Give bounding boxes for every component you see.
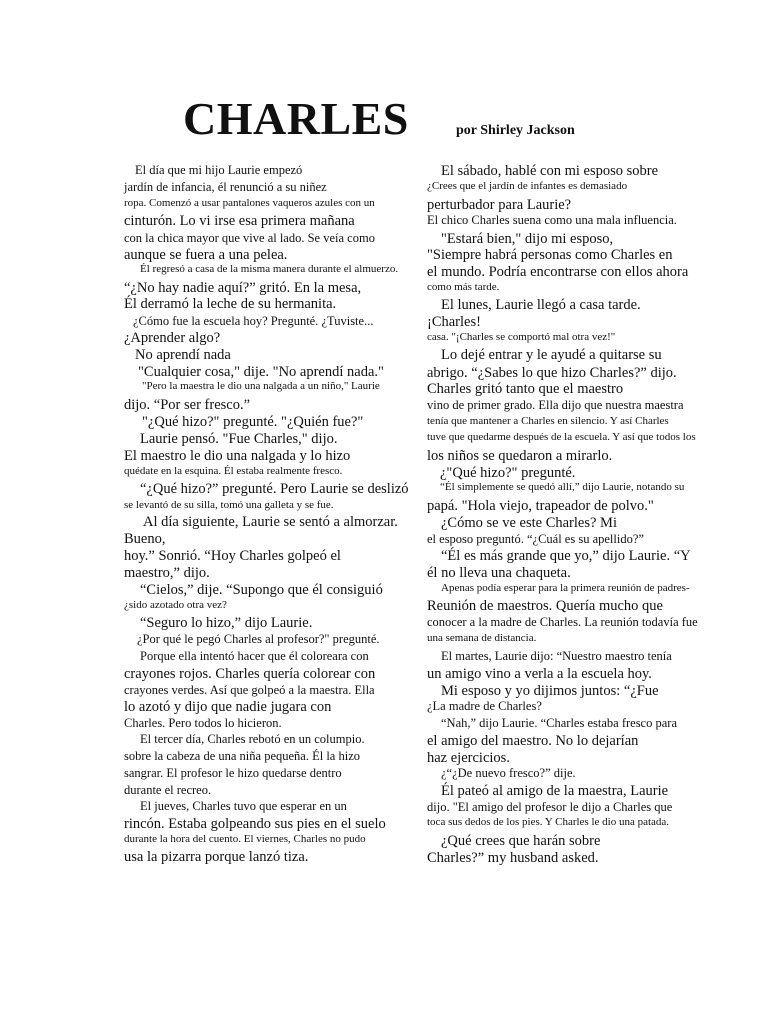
right-text-line: ¿La madre de Charles? — [427, 699, 542, 713]
right-text-line: Lo dejé entrar y le ayudé a quitarse su — [441, 347, 662, 363]
right-text-line: Charles gritó tanto que el maestro — [427, 381, 624, 397]
right-text-line: el esposo preguntó. “¿Cuál es su apellido?” — [427, 532, 644, 546]
right-text-line: ¿Qué crees que harán sobre — [441, 833, 601, 849]
right-text-line: Él pateó al amigo de la maestra, Laurie — [441, 783, 669, 799]
left-text-line: crayones rojos. Charles quería colorear con — [124, 666, 376, 682]
left-text-line: usa la pizarra porque lanzó tiza. — [124, 849, 309, 865]
left-text-line: ¿sido azotado otra vez? — [124, 599, 227, 611]
right-text-line: ¿Cómo se ve este Charles? Mi — [441, 515, 617, 531]
left-text-line: durante la hora del cuento. El viernes, Charles no pudo — [124, 833, 366, 845]
left-text-line: Él regresó a casa de la misma manera durante el almuerzo. — [140, 263, 399, 275]
right-text-line: el amigo del maestro. No lo dejarían — [427, 733, 639, 749]
right-text-line: los niños se quedaron a mirarlo. — [427, 448, 613, 464]
left-text-line: lo azotó y dijo que nadie jugara con — [124, 699, 332, 715]
left-text-line: cinturón. Lo vi irse esa primera mañana — [124, 213, 355, 229]
right-text-line: Mi esposo y yo dijimos juntos: “¿Fue — [441, 683, 659, 699]
right-text-line: Charles?” my husband asked. — [427, 850, 599, 866]
left-text-line: ¿Por qué le pegó Charles al profesor?" pregunté. — [137, 632, 380, 646]
right-text-line: él no lleva una chaqueta. — [427, 565, 571, 581]
left-text-line: hoy.” Sonrió. “Hoy Charles golpeó el — [124, 548, 341, 564]
right-text-line: "Siempre habrá personas como Charles en — [427, 247, 673, 263]
left-text-line: El tercer día, Charles rebotó en un columpio. — [140, 732, 365, 746]
left-text-line: Él derramó la leche de su hermanita. — [124, 296, 337, 312]
left-text-line: "Pero la maestra le dio una nalgada a un niño," Laurie — [142, 380, 380, 392]
left-text-line: “Seguro lo hizo,” dijo Laurie. — [140, 615, 313, 631]
left-text-line: rincón. Estaba golpeando sus pies en el suelo — [124, 816, 386, 832]
left-text-line: El día que mi hijo Laurie empezó — [135, 163, 303, 177]
right-text-line: un amigo vino a verla a la escuela hoy. — [427, 666, 652, 682]
right-text-line: “Él es más grande que yo,” dijo Laurie. “Y — [441, 548, 691, 564]
right-text-line: dijo. "El amigo del profesor le dijo a Charles que — [427, 800, 673, 814]
right-text-line: El sábado, hablé con mi esposo sobre — [441, 163, 659, 179]
left-text-line: "¿Qué hizo?" pregunté. "¿Quién fue?" — [142, 414, 364, 430]
left-text-line: sobre la cabeza de una niña pequeña. Él la hizo — [124, 749, 360, 763]
right-text-line: “Nah,” dijo Laurie. “Charles estaba fresco para — [441, 716, 677, 730]
left-text-line: ropa. Comenzó a usar pantalones vaqueros azules con un — [124, 197, 375, 209]
right-text-line: una semana de distancia. — [427, 632, 537, 644]
left-text-line: “¿No hay nadie aquí?” gritó. En la mesa, — [124, 280, 362, 296]
left-text-line: El maestro le dio una nalgada y lo hizo — [124, 448, 351, 464]
right-text-line: como más tarde. — [427, 281, 500, 293]
right-text-line: tuve que quedarme después de la escuela. Y así que todos los — [427, 431, 696, 443]
right-text-line: ¿"Qué hizo?" pregunté. — [440, 465, 576, 481]
right-text-line: El chico Charles suena como una mala influencia. — [427, 213, 677, 227]
right-text-line: “Él simplemente se quedó allí,” dijo Laurie, notando su — [440, 481, 685, 493]
left-text-line: “Cielos,” dije. “Supongo que él consiguió — [140, 582, 383, 598]
story-title: CHARLES — [183, 93, 409, 144]
left-text-line: se levantó de su silla, tomó una galleta y se fue. — [124, 499, 334, 511]
left-text-line: durante el recreo. — [124, 783, 212, 797]
left-text-line: sangrar. El profesor le hizo quedarse dentro — [124, 766, 342, 780]
left-text-line: ¿Aprender algo? — [124, 330, 221, 346]
left-text-line: Bueno, — [124, 531, 166, 547]
right-text-line: papá. "Hola viejo, trapeador de polvo." — [427, 498, 654, 514]
author-byline: por Shirley Jackson — [456, 123, 575, 138]
left-text-line: Laurie pensó. "Fue Charles," dijo. — [140, 431, 338, 447]
right-text-line: conocer a la madre de Charles. La reunión todavía fue — [427, 615, 698, 629]
left-text-line: Al día siguiente, Laurie se sentó a almorzar. — [143, 514, 398, 530]
right-text-line: Reunión de maestros. Quería mucho que — [427, 598, 663, 614]
right-text-line: ¿“¿De nuevo fresco?” dije. — [441, 766, 576, 780]
left-text-line: Charles. Pero todos lo hicieron. — [124, 716, 282, 730]
right-text-line: El martes, Laurie dijo: “Nuestro maestro tenía — [441, 649, 672, 663]
left-text-line: aunque se fuera a una pelea. — [124, 247, 288, 263]
right-text-line: El lunes, Laurie llegó a casa tarde. — [441, 297, 641, 313]
right-text-line: Apenas podía esperar para la primera reunión de padres- — [441, 582, 690, 594]
left-text-line: “¿Qué hizo?” pregunté. Pero Laurie se deslizó — [140, 481, 409, 497]
right-text-line: "Estará bien," dijo mi esposo, — [441, 231, 614, 247]
right-text-line: haz ejercicios. — [427, 750, 510, 766]
left-text-line: quédate en la esquina. Él estaba realmente fresco. — [124, 465, 343, 477]
left-text-line: Porque ella intentó hacer que él coloreara con — [140, 649, 369, 663]
right-text-line: el mundo. Podría encontrarse con ellos ahora — [427, 264, 689, 280]
right-text-line: vino de primer grado. Ella dijo que nuestra maestra — [427, 398, 684, 412]
right-text-line: casa. "¡Charles se comportó mal otra vez!" — [427, 331, 616, 343]
right-text-line: abrigo. “¿Sabes lo que hizo Charles?” dijo. — [427, 365, 677, 381]
left-text-line: dijo. “Por ser fresco.” — [124, 397, 251, 413]
left-text-line: jardín de infancia, él renunció a su niñez — [124, 180, 327, 194]
left-text-line: "Cualquier cosa," dije. "No aprendí nada." — [138, 364, 384, 380]
right-text-line: toca sus dedos de los pies. Y Charles le dio una patada. — [427, 816, 670, 828]
left-text-line: No aprendí nada — [135, 347, 231, 363]
right-text-line: tenía que mantener a Charles en silencio. Y así Charles — [427, 415, 669, 427]
right-text-line: perturbador para Laurie? — [427, 197, 572, 213]
left-text-line: maestro,” dijo. — [124, 565, 210, 581]
left-text-line: ¿Cómo fue la escuela hoy? Pregunté. ¿Tuviste... — [133, 314, 374, 328]
left-text-line: El jueves, Charles tuvo que esperar en un — [140, 799, 347, 813]
left-text-line: crayones verdes. Así que golpeó a la maestra. Ella — [124, 683, 375, 697]
right-text-line: ¿Crees que el jardín de infantes es demasiado — [427, 180, 628, 192]
left-text-line: con la chica mayor que vive al lado. Se veía como — [124, 231, 375, 245]
right-text-line: ¡Charles! — [427, 314, 481, 330]
